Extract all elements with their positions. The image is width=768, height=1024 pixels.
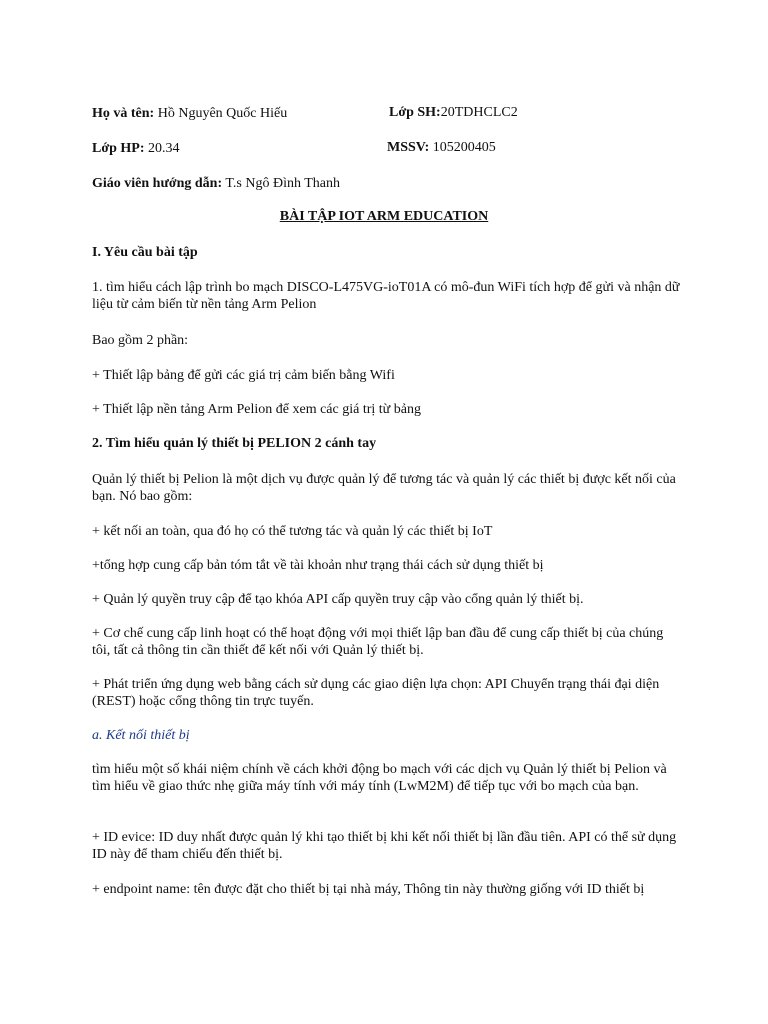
- name-value: Hồ Nguyên Quốc Hiếu: [154, 106, 288, 121]
- class-hp-value: 20.34: [144, 141, 180, 156]
- class-sh-label: Lớp SH:: [389, 105, 441, 120]
- mssv-value: 105200405: [429, 140, 496, 155]
- teacher-label: Giáo viên hướng dẫn:: [92, 176, 223, 191]
- section1-paragraph-2: Bao gồm 2 phần:: [92, 333, 189, 348]
- section2-bullet-5: + Phát triển ứng dụng web bằng cách sử dụng các giao diện lựa chọn: API Chuyển trạng thái đại diện (REST) hoặc cổng thông tin trực tuyến.: [92, 677, 660, 709]
- class-sh-value: 20TDHCLC2: [440, 105, 518, 120]
- subsection-a-bullet-1: + ID evice: ID duy nhất được quản lý khi tạo thiết bị khi kết nối thiết bị lần đầu tiên. API có thể sử dụng ID này để tham chiếu đến thiết bị.: [92, 830, 677, 862]
- mssv-label: MSSV:: [387, 140, 430, 155]
- student-name-line: [92, 105, 287, 122]
- section1-bullet-2: + Thiết lập nền tảng Arm Pelion để xem các giá trị từ bảng: [92, 402, 421, 417]
- section2-heading: 2. Tìm hiểu quản lý thiết bị PELION 2 cánh tay: [92, 436, 377, 451]
- class-sh-line: [389, 105, 518, 121]
- subsection-a-paragraph-1: tìm hiểu một số khái niệm chính về cách khởi động bo mạch với các dịch vụ Quản lý thiết bị Pelion và tìm hiểu về giao thức nhẹ giữa máy tính với máy tính (LwM2M) để tiếp tục với bo mạch của bạn.: [92, 762, 667, 794]
- section1-paragraph-1: 1. tìm hiểu cách lập trình bo mạch DISCO-L475VG-ioT01A có mô-đun WiFi tích hợp để gửi và nhận dữ liệu từ cảm biến từ nền tảng Arm Pelion: [92, 280, 680, 312]
- section2-bullet-3: + Quản lý quyền truy cập để tạo khóa API cấp quyền truy cập vào cổng quản lý thiết bị.: [92, 592, 584, 607]
- section1-heading: I. Yêu cầu bài tập: [92, 245, 198, 260]
- section2-bullet-2: +tổng hợp cung cấp bản tóm tắt về tài khoản như trạng thái cách sử dụng thiết bị: [92, 558, 544, 573]
- name-label: Họ và tên:: [92, 106, 155, 121]
- subsection-a-bullet-2: + endpoint name: tên được đặt cho thiết bị tại nhà máy, Thông tin này thường giống với ID thiết bị: [92, 882, 645, 897]
- section2-bullet-4: + Cơ chế cung cấp linh hoạt có thể hoạt động với mọi thiết lập ban đầu để cung cấp thiết bị của chúng tôi, tất cả thông tin cần thiết để kết nối với Quản lý thiết bị.: [92, 626, 664, 658]
- class-hp-line: [92, 140, 179, 157]
- teacher-value: T.s Ngô Đình Thanh: [222, 176, 340, 191]
- subsection-a-heading: a. Kết nối thiết bị: [92, 728, 190, 743]
- section2-paragraph-1: Quản lý thiết bị Pelion là một dịch vụ được quản lý để tương tác và quản lý các thiết bị được kết nối của bạn. Nó bao gồm:: [92, 472, 676, 504]
- document-title: BÀI TẬP IOT ARM EDUCATION: [279, 209, 489, 224]
- teacher-line: [92, 175, 340, 192]
- section1-bullet-1: + Thiết lập bảng để gửi các giá trị cảm biến bằng Wifi: [92, 368, 395, 383]
- section2-bullet-1: + kết nối an toàn, qua đó họ có thể tương tác và quản lý các thiết bị IoT: [92, 524, 493, 539]
- mssv-line: [387, 140, 496, 156]
- class-hp-label: Lớp HP:: [92, 141, 145, 156]
